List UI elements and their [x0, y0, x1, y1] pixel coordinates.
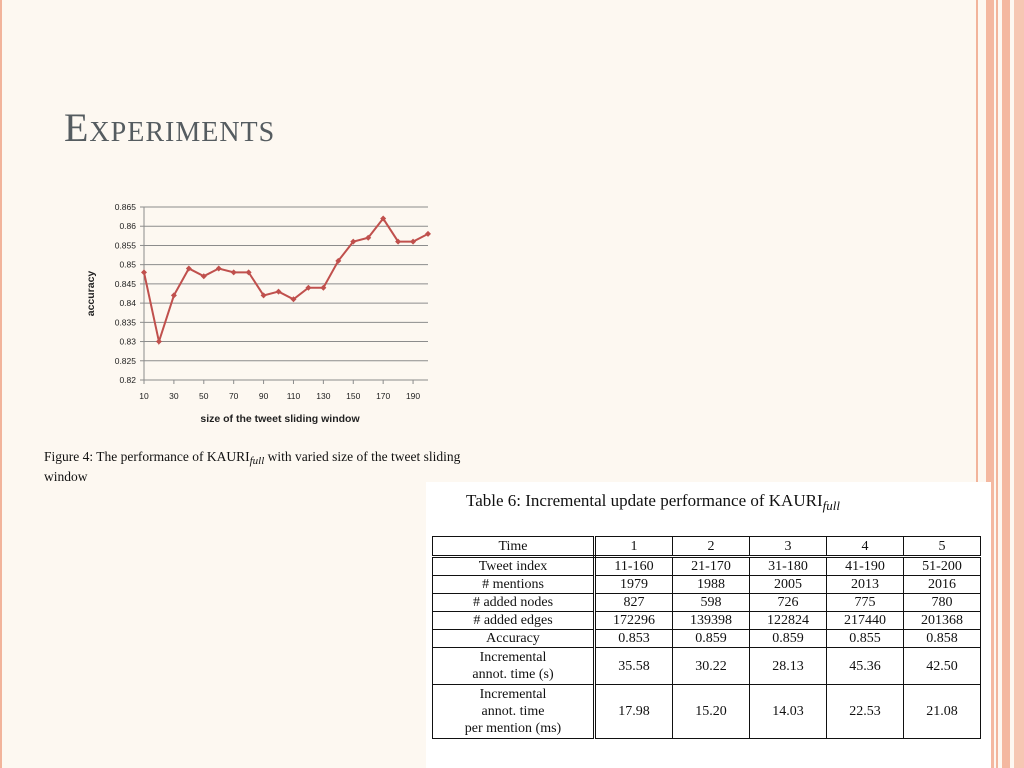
- table-cell: 0.855: [827, 630, 904, 648]
- table-cell: 2016: [904, 576, 981, 594]
- y-tick-label: 0.83: [119, 336, 136, 347]
- table-row: [433, 594, 981, 612]
- table-row: [433, 612, 981, 630]
- table-cell: 22.53: [827, 685, 904, 739]
- table-row-label: # added nodes: [433, 594, 595, 612]
- performance-table: [432, 536, 981, 739]
- table-row-label: # added edges: [433, 612, 595, 630]
- table-row-label: Incremental annot. time (s): [433, 648, 595, 685]
- data-point: [231, 269, 237, 275]
- series-line: [144, 219, 428, 342]
- x-tick-label: 50: [199, 391, 209, 401]
- x-tick-label: 70: [228, 391, 239, 401]
- table-cell: 0.858: [904, 630, 981, 648]
- table-row: [433, 630, 981, 648]
- figure-caption: [44, 449, 494, 485]
- table-cell: 2013: [827, 576, 904, 594]
- table-header-cell: 5: [904, 537, 981, 557]
- table-cell: 28.13: [750, 648, 827, 685]
- table-cell: 0.853: [595, 630, 673, 648]
- x-tick-label: 10: [139, 391, 149, 401]
- table-cell: 122824: [750, 612, 827, 630]
- data-point: [141, 269, 147, 275]
- table-row-label: Incremental annot. time per mention (ms): [433, 685, 595, 739]
- x-tick-label: 150: [346, 391, 361, 401]
- table-row-label: Accuracy: [433, 630, 595, 648]
- table-cell: 45.36: [827, 648, 904, 685]
- figure-caption-suffix: with varied size of the tweet sliding window: [44, 449, 461, 484]
- table-cell: 201368: [904, 612, 981, 630]
- table-cell: 30.22: [673, 648, 750, 685]
- table-header-label: Time: [433, 537, 595, 557]
- table-row: [433, 557, 981, 576]
- table-cell: 827: [595, 594, 673, 612]
- table-cell: 11-160: [595, 557, 673, 576]
- table-header-cell: 2: [673, 537, 750, 557]
- table-cell: 172296: [595, 612, 673, 630]
- table-cell: 35.58: [595, 648, 673, 685]
- table-row: [433, 685, 981, 739]
- table-row-label: # mentions: [433, 576, 595, 594]
- table-cell: 21-170: [673, 557, 750, 576]
- slide-title: Experiments: [64, 105, 276, 150]
- right-border-stripe-2: [1002, 0, 1010, 768]
- table-header-cell: 1: [595, 537, 673, 557]
- table-caption-prefix: Table 6: Incremental update performance of KAURI: [466, 491, 823, 510]
- table-cell: 775: [827, 594, 904, 612]
- table-cell: 139398: [673, 612, 750, 630]
- table-cell: 0.859: [673, 630, 750, 648]
- table-cell: 0.859: [750, 630, 827, 648]
- table-row: [433, 576, 981, 594]
- table-cell: 780: [904, 594, 981, 612]
- table-cell: 17.98: [595, 685, 673, 739]
- table-row: [433, 648, 981, 685]
- y-tick-label: 0.865: [114, 202, 136, 212]
- table-cell: 1988: [673, 576, 750, 594]
- table-cell: 31-180: [750, 557, 827, 576]
- y-tick-label: 0.845: [114, 278, 136, 289]
- y-axis-label: accuracy: [85, 270, 97, 317]
- y-tick-label: 0.86: [119, 221, 136, 232]
- accuracy-line-chart: [80, 195, 440, 439]
- data-point: [156, 339, 162, 345]
- table-cell: 41-190: [827, 557, 904, 576]
- table-cell: 217440: [827, 612, 904, 630]
- y-tick-label: 0.825: [114, 355, 136, 366]
- table-cell: 1979: [595, 576, 673, 594]
- y-tick-label: 0.82: [119, 375, 136, 385]
- y-tick-label: 0.855: [114, 240, 136, 251]
- table-cell: 21.08: [904, 685, 981, 739]
- y-tick-label: 0.84: [119, 298, 136, 309]
- x-tick-label: 30: [169, 391, 179, 401]
- figure-caption-prefix: Figure 4: The performance of KAURI: [44, 449, 250, 464]
- y-tick-label: 0.85: [119, 259, 136, 270]
- x-axis-label: size of the tweet sliding window: [200, 413, 360, 425]
- table-cell: 42.50: [904, 648, 981, 685]
- table-cell: 15.20: [673, 685, 750, 739]
- right-border-stripe-3: [1014, 0, 1024, 768]
- table-cell: 598: [673, 594, 750, 612]
- table-caption-subscript: full: [822, 498, 840, 513]
- right-border-line-2: [996, 0, 998, 768]
- x-tick-label: 190: [405, 391, 421, 401]
- left-border-line: [0, 0, 2, 768]
- x-tick-label: 110: [286, 391, 301, 401]
- table-cell: 51-200: [904, 557, 981, 576]
- table-header-row: [433, 537, 981, 557]
- x-tick-label: 90: [258, 391, 269, 401]
- table-caption: [466, 491, 840, 514]
- x-tick-label: 170: [376, 391, 391, 401]
- table-row-label: Tweet index: [433, 557, 595, 576]
- y-tick-label: 0.835: [114, 317, 136, 328]
- table-cell: 2005: [750, 576, 827, 594]
- chart-svg: [80, 195, 440, 435]
- table-header-cell: 4: [827, 537, 904, 557]
- table-cell: 726: [750, 594, 827, 612]
- figure-caption-subscript: full: [249, 455, 265, 467]
- x-tick-label: 130: [316, 391, 331, 401]
- table-cell: 14.03: [750, 685, 827, 739]
- table-header-cell: 3: [750, 537, 827, 557]
